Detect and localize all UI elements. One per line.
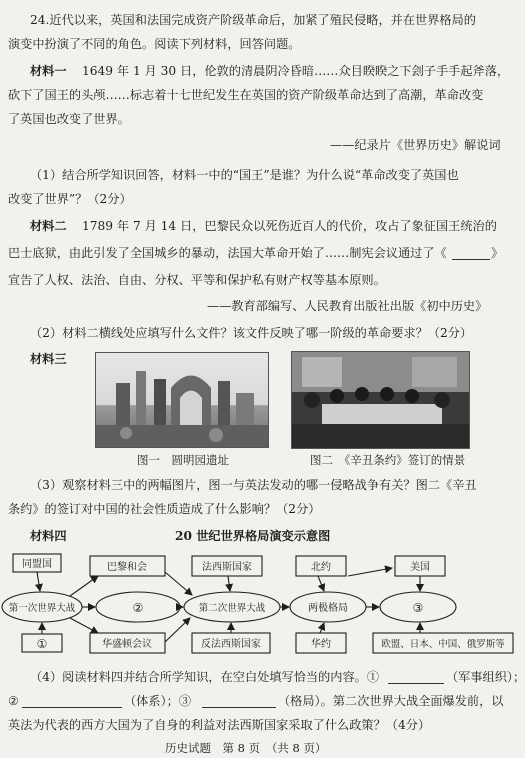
q4-blank1 [388,683,444,684]
node-paris-label: 巴黎和会 [107,562,147,573]
q4-line1b: （军事组织）； [446,670,525,684]
q4-blank2 [22,707,122,708]
q2-line1: （2）材料二横线处应填写什么文件？该文件反映了哪一阶级的革命要求？（2分） [30,326,473,340]
material1-line1: 1649 年 1 月 30 日，伦敦的清晨阴冷昏暗……众目睽睽之下刽子手手起斧落， [82,64,510,78]
q3-line2: 条约》的签订对中国的社会性质造成了什么影响？（2分） [8,502,321,516]
node-n2-label: ② [132,601,144,615]
q4-line2c: （格局）。第二次世界大战全面爆发前，以 [278,694,504,708]
node-nato-label: 北约 [311,562,331,573]
page-footer: 历史试题 第 8 页 （共 8 页） [165,741,327,755]
node-multi-label: 欧盟、日本、中国、俄罗斯等 [381,639,505,650]
photo1-caption: 图一 圆明园遗址 [137,453,229,467]
material3-label: 材料三 [30,352,67,366]
question-intro-line1: 24.近代以来，英国和法国完成资产阶级革命后，加紧了殖民侵略，并在世界格局的 [30,13,476,27]
world-pattern-diagram [0,548,517,660]
material2-line2: 巴士底狱，由此引发了全国城乡的暴动，法国大革命开始了……制宪会议通过了《 [8,246,447,260]
material4-label: 材料四 [30,529,67,543]
q4-line2b: （体系）；③ [124,694,192,708]
node-n1-label: ① [36,637,48,651]
q4-line2a: ② [8,694,19,708]
xinchou-treaty-signing-photo [291,351,470,449]
q3-line1: （3）观察材料三中的两幅图片，图一与英法发动的哪一侵略战争有关？图二《辛丑 [30,478,477,492]
material2-line1: 1789 年 7 月 14 日，巴黎民众以死伤近百人的代价，攻占了象征国王统治的 [82,219,497,233]
node-warsaw-label: 华约 [311,639,331,650]
photo2-caption: 图二 《辛丑条约》签订的情景 [310,453,466,467]
node-n3-label: ③ [412,601,424,615]
node-antifascist-label: 反法西斯国家 [201,639,261,650]
material2-blank [452,259,490,260]
material1-line3: 了英国也改变了世界。 [8,112,130,126]
q1-line1: （1）结合所学知识回答，材料一中的“国王”是谁？为什么说“革命改变了英国也 [30,168,459,182]
q4-blank3 [202,707,276,708]
node-bipolar-label: 两极格局 [308,603,348,614]
q4-line3: 英法为代表的西方大国为了自身的利益对法西斯国家采取了什么政策？（4分） [8,718,431,732]
material2-line3: 宣告了人权、法治、自由、分权、平等和保护私有财产权等基本原则。 [8,273,386,287]
node-washington-label: 华盛顿会议 [102,639,152,650]
node-fascist-label: 法西斯国家 [202,562,252,573]
material1-label: 材料一 [30,64,67,78]
material2-source: ——教育部编写、人民教育出版社出版《初中历史》 [207,299,488,313]
material1-line2: 砍下了国王的头颅……标志着十七世纪发生在英国的资产阶级革命达到了高潮，革命改变 [8,88,484,102]
node-ww2-label: 第二次世界大战 [198,603,266,614]
material2-line2-end: 》 [491,246,504,260]
node-ww1-label: 第一次世界大战 [8,603,76,614]
question-intro-line2: 演变中扮演了不同的角色。阅读下列材料，回答问题。 [8,37,301,51]
material2-label: 材料二 [30,219,67,233]
diagram-title: 20 世纪世界格局演变示意图 [175,529,331,543]
q4-line1a: （4）阅读材料四并结合所学知识，在空白处填写恰当的内容。① [30,670,380,684]
q1-line2: 改变了世界”？（2分） [8,192,132,206]
yuanmingyuan-ruins-photo [95,352,269,448]
node-tongmeng-label: 同盟国 [22,559,52,570]
node-usa-label: 美国 [410,562,430,573]
material1-source: ——纪录片《世界历史》解说词 [330,138,501,152]
